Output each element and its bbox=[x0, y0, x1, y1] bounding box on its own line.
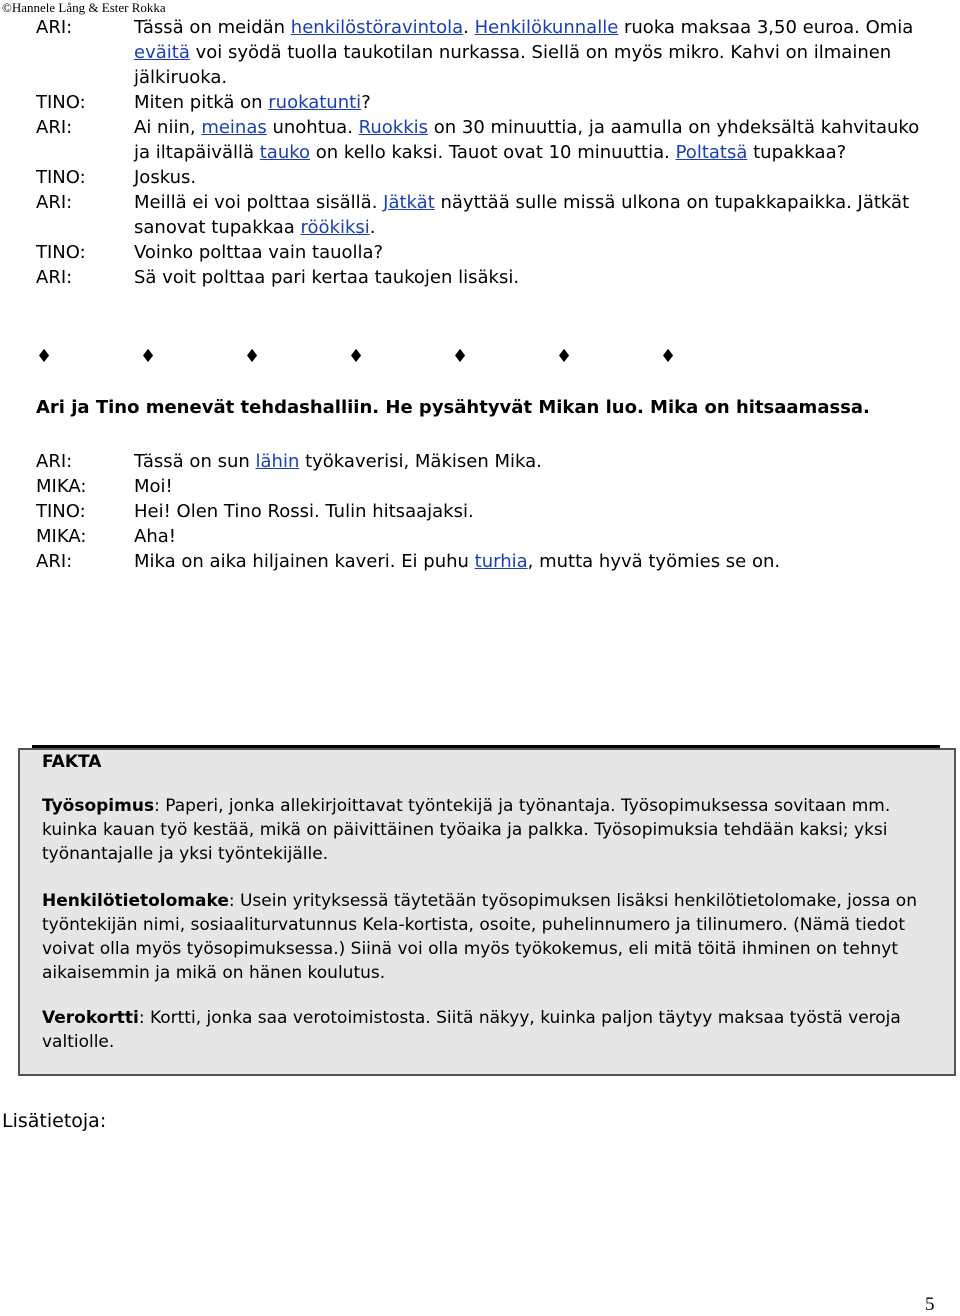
dialogue-line bbox=[36, 15, 934, 90]
speech-segment: . bbox=[369, 217, 376, 238]
speech-text bbox=[134, 165, 934, 190]
vocabulary-link[interactable]: Poltatsä bbox=[675, 142, 748, 163]
speech-segment: Joskus. bbox=[134, 167, 197, 188]
speech-segment: Moi! bbox=[134, 476, 173, 497]
dialogue-line bbox=[36, 240, 934, 265]
speech-text bbox=[134, 549, 934, 574]
vocabulary-link[interactable]: turhia bbox=[474, 551, 528, 572]
speech-segment: on kello kaksi. Tauot ovat 10 minuuttia. bbox=[310, 142, 676, 163]
dialogue-section-1 bbox=[36, 15, 934, 290]
speech-segment: Voinko polttaa vain tauolla? bbox=[134, 242, 384, 263]
dialogue-line bbox=[36, 549, 934, 574]
scene-heading: Ari ja Tino menevät tehdashalliin. He pysähtyvät Mikan luo. Mika on hitsaamassa. bbox=[36, 397, 870, 418]
speaker-label: ARI: bbox=[36, 192, 73, 213]
speech-text bbox=[134, 449, 934, 474]
fakta-title: FAKTA bbox=[42, 752, 102, 772]
dialogue-section-2 bbox=[36, 449, 934, 574]
fakta-definition: : Kortti, jonka saa verotoimistosta. Siitä näkyy, kuinka paljon täytyy maksaa työstä veroja valtiolle. bbox=[42, 1008, 901, 1052]
speaker-label: ARI: bbox=[36, 451, 73, 472]
section-separator bbox=[36, 346, 677, 376]
vocabulary-link[interactable]: Jätkät bbox=[383, 192, 435, 213]
vocabulary-link[interactable]: eväitä bbox=[134, 42, 190, 63]
speaker-label: ARI: bbox=[36, 17, 73, 38]
dialogue-line bbox=[36, 265, 934, 290]
speech-text bbox=[134, 265, 934, 290]
dialogue-line bbox=[36, 190, 934, 240]
speech-segment: työkaverisi, Mäkisen Mika. bbox=[299, 451, 542, 472]
diamond-icon: ♦ bbox=[348, 346, 365, 367]
speech-segment: Ai niin, bbox=[134, 117, 202, 138]
vocabulary-link[interactable]: ruokatunti bbox=[268, 92, 362, 113]
vocabulary-link[interactable]: tauko bbox=[259, 142, 311, 163]
page-number: 5 bbox=[925, 1294, 935, 1315]
speaker-label: TINO: bbox=[36, 501, 86, 522]
diamond-icon: ♦ bbox=[244, 346, 261, 367]
fakta-item-tyosopimus bbox=[42, 794, 942, 866]
speaker-label: ARI: bbox=[36, 117, 73, 138]
additional-info-label: Lisätietoja: bbox=[2, 1110, 107, 1132]
diamond-icon: ♦ bbox=[660, 346, 677, 367]
dialogue-line bbox=[36, 499, 934, 524]
speaker-label: TINO: bbox=[36, 92, 86, 113]
fakta-term: Henkilötietolomake bbox=[42, 891, 229, 911]
vocabulary-link[interactable]: röökiksi bbox=[300, 217, 370, 238]
speech-segment: ruoka maksaa 3,50 euroa. Omia bbox=[618, 17, 914, 38]
diamond-icon: ♦ bbox=[556, 346, 573, 367]
speech-segment: Meillä ei voi polttaa sisällä. bbox=[134, 192, 384, 213]
dialogue-line bbox=[36, 524, 934, 549]
dialogue-line bbox=[36, 165, 934, 190]
speaker-label: ARI: bbox=[36, 551, 73, 572]
speech-text bbox=[134, 240, 934, 265]
fakta-term: Työsopimus bbox=[42, 796, 155, 816]
speech-segment: Hei! Olen Tino Rossi. Tulin hitsaajaksi. bbox=[134, 501, 474, 522]
speech-segment: Tässä on sun bbox=[134, 451, 256, 472]
speech-segment: Miten pitkä on bbox=[134, 92, 269, 113]
dialogue-line bbox=[36, 449, 934, 474]
speech-text bbox=[134, 90, 934, 115]
diamond-icon: ♦ bbox=[452, 346, 469, 367]
dialogue-line bbox=[36, 90, 934, 115]
speech-text bbox=[134, 190, 934, 240]
fakta-box bbox=[18, 748, 956, 1076]
copyright-notice: ©Hannele Lång & Ester Rokka bbox=[2, 0, 166, 15]
vocabulary-link[interactable]: henkilöstöravintola bbox=[290, 17, 464, 38]
speech-text bbox=[134, 15, 934, 90]
diamond-icon: ♦ bbox=[140, 346, 157, 367]
dialogue-line bbox=[36, 474, 934, 499]
speech-segment: Sä voit polttaa pari kertaa taukojen lisäksi. bbox=[134, 267, 520, 288]
speech-segment: ? bbox=[361, 92, 371, 113]
speaker-label: MIKA: bbox=[36, 526, 87, 547]
speaker-label: ARI: bbox=[36, 267, 73, 288]
speaker-label: TINO: bbox=[36, 167, 86, 188]
vocabulary-link[interactable]: Henkilökunnalle bbox=[474, 17, 619, 38]
fakta-item-verokortti bbox=[42, 1006, 942, 1054]
speech-text bbox=[134, 524, 934, 549]
speaker-label: MIKA: bbox=[36, 476, 87, 497]
speech-segment: tupakkaa? bbox=[747, 142, 847, 163]
speech-segment: on 30 minuuttia, ja aamulla on yhdeksältä kahvitauko ja iltapäivällä bbox=[134, 117, 920, 163]
vocabulary-link[interactable]: lähin bbox=[255, 451, 300, 472]
speech-segment: . bbox=[463, 17, 475, 38]
speech-text bbox=[134, 115, 934, 165]
speaker-label: TINO: bbox=[36, 242, 86, 263]
vocabulary-link[interactable]: meinas bbox=[201, 117, 267, 138]
speech-segment: Tässä on meidän bbox=[134, 17, 291, 38]
speech-segment: Aha! bbox=[134, 526, 176, 547]
fakta-term: Verokortti bbox=[42, 1008, 139, 1028]
diamond-icon: ♦ bbox=[36, 346, 53, 367]
vocabulary-link[interactable]: Ruokkis bbox=[358, 117, 429, 138]
speech-segment: voi syödä tuolla taukotilan nurkassa. Siellä on myös mikro. Kahvi on ilmainen jälkiruoka. bbox=[134, 42, 892, 88]
speech-segment: näyttää sulle missä ulkona on tupakkapaikka. Jätkät sanovat tupakkaa bbox=[134, 192, 910, 238]
fakta-item-henkilotietolomake bbox=[42, 889, 942, 985]
speech-text bbox=[134, 474, 934, 499]
speech-text bbox=[134, 499, 934, 524]
fakta-definition: : Usein yrityksessä täytetään työsopimuksen lisäksi henkilötietolomake, jossa on työntekijän nimi, sosiaaliturvatunnus Kela-kortista, osoite, puhelinnumero ja tilinumero. (Nämä tiedot voivat olla myös työsopimuksessa.) Siinä voi olla myös työkokemus, eli mitä töitä ihminen on tehnyt aikaisemmin ja mikä on hänen koulutus. bbox=[42, 891, 917, 983]
speech-segment: , mutta hyvä työmies se on. bbox=[527, 551, 781, 572]
dialogue-line bbox=[36, 115, 934, 165]
speech-segment: Mika on aika hiljainen kaveri. Ei puhu bbox=[134, 551, 475, 572]
fakta-definition: : Paperi, jonka allekirjoittavat työntekijä ja työnantaja. Työsopimuksessa sovitaan mm. kuinka kauan työ kestää, mikä on päivittäinen työaika ja palkka. Työsopimuksia tehdään kaksi; yksi työnantajalle ja yksi työntekijälle. bbox=[42, 796, 891, 864]
speech-segment: unohtua. bbox=[266, 117, 359, 138]
